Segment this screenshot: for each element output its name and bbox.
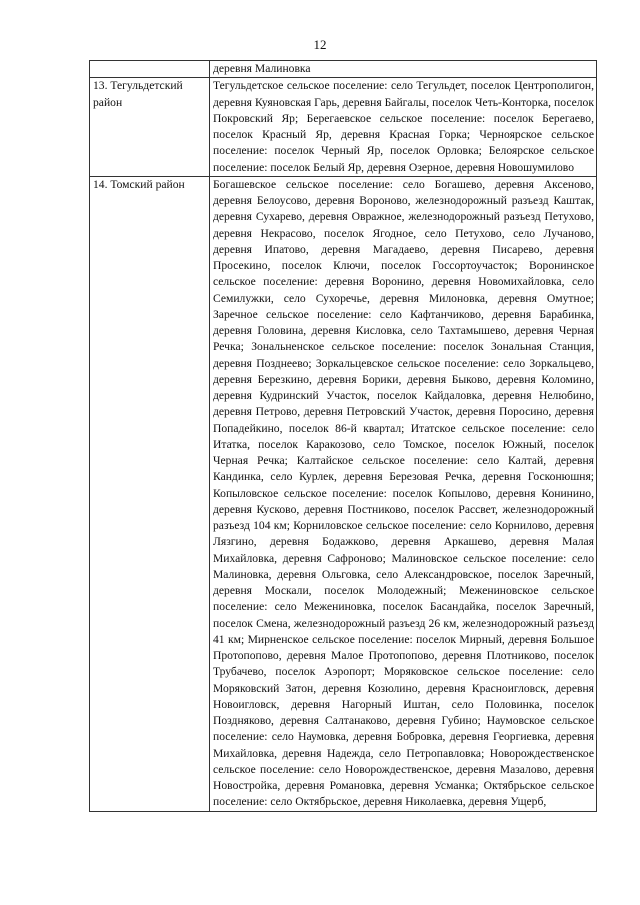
settlements-cell: деревня Малиновка	[210, 61, 597, 78]
table-row	[90, 176, 597, 811]
settlements-cell: Богашевское сельское поселение: село Богашево, деревня Аксеново, деревня Белоусово, деревня Вороново, железнодорожный разъезд Каштак, деревня Сухарево, деревня Овражное, железнодорожный разъезд Петухово, деревня Некрасово, поселок Ягодное, село Петухово, село Лучаново, деревня Ипатово, деревня Магадаево, деревня Писарево, деревня Просекино, поселок Ключи, поселок Госсортоучасток; Воронинское сельское поселение: деревня Воронино, деревня Новомихайловка, село Семилужки, село Сухоречье, деревня Милоновка, деревня Омутное; Заречное сельское поселение: село Кафтанчиково, деревня Барабинка, деревня Головина, деревня Кисловка, село Тахтамышево, деревня Черная Речка; Зональненское сельское поселение: поселок Зональная Станция, деревня Позднеево; Зоркальцевское сельское поселение: село Зоркальцево, деревня Березкино, деревня Борики, деревня Быково, деревня Коломино, деревня Кудринский Участок, поселок Кайдаловка, деревня Нелюбино, деревня Петрово, деревня Петровский Участок, деревня Поросино, деревня Попадейкино, поселок 86-й квартал; Итатское сельское поселение: село Итатка, поселок Каракозово, село Томское, поселок Южный, поселок Черная Речка; Калтайское сельское поселение: село Калтай, деревня Кандинка, село Курлек, деревня Березовая Речка, деревня Госконюшня; Копыловское сельское поселение: поселок Копылово, деревня Конинино, деревня Кусково, деревня Постниково, поселок Рассвет, железнодорожный разъезд 104 км; Корниловское сельское поселение: село Корнилово, деревня Лязгино, деревня Бодажково, деревня Аркашево, деревня Малая Михайловка, деревня Сафроново; Малиновское сельское поселение: село Малиновка, деревня Ольговка, село Александровское, поселок Заречный, деревня Москали, поселок Молодежный; Межениновское сельское поселение: село Межениновка, поселок Басандайка, поселок Заречный, поселок Смена, железнодорожный разъезд 26 км, железнодорожный разъезд 41 км; Мирненское сельское поселение: поселок Мирный, деревня Большое Протопопово, деревня Малое Протопопово, деревня Плотниково, поселок Трубачево, поселок Аэропорт; Моряковское сельское поселение: село Моряковский Затон, деревня Козюлино, деревня Красноигловск, деревня Новоигловск, деревня Нагорный Иштан, село Половинка, поселок Поздняково, деревня Салтанаково, деревня Губино; Наумовское сельское поселение: село Наумовка, деревня Бобровка, деревня Георгиевка, деревня Михайловка, деревня Надежда, село Петропавловка; Новорождественское сельское поселение: село Новорождественское, деревня Мазалово, деревня Новостройка, деревня Романовка, деревня Усманка; Октябрьское сельское поселение: село Октябрьское, деревня Николаевка, деревня Ущерб,	[210, 176, 597, 811]
district-cell	[90, 61, 210, 78]
settlements-cell: Тегульдетское сельское поселение: село Тегульдет, поселок Центрополигон, деревня Куяновская Гарь, деревня Байгалы, поселок Четь-Конторка, поселок Покровский Яр; Берегаевское сельское поселение: поселок Берегаево, поселок Красный Яр, деревня Красная Горка; Черноярское сельское поселение: поселок Черный Яр, поселок Орловка; Белоярское сельское поселение: поселок Белый Яр, деревня Озерное, деревня Новошумилово	[210, 78, 597, 177]
district-cell: 14. Томский район	[90, 176, 210, 811]
table-row	[90, 61, 597, 78]
district-cell: 13. Тегульдетский район	[90, 78, 210, 177]
settlements-table	[89, 60, 597, 812]
table-row	[90, 78, 597, 177]
page-number: 12	[313, 37, 327, 52]
